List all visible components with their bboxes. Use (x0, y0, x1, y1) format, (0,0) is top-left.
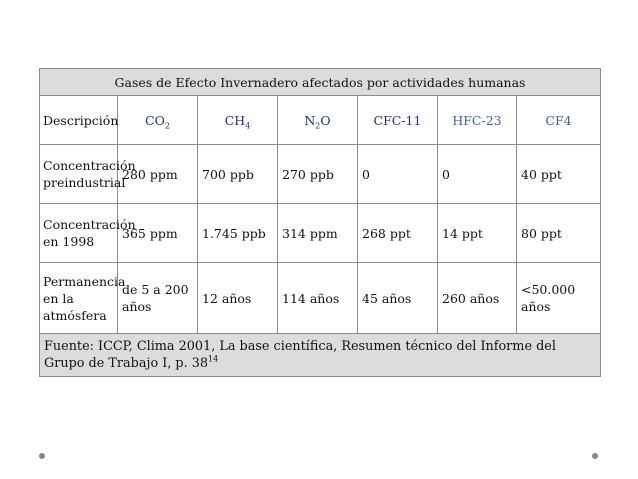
table-cell: 314 ppm (278, 204, 358, 263)
table-cell: 0 (358, 145, 438, 204)
slide-nav-left-dot[interactable] (39, 453, 45, 459)
gas-header-cfc11: CFC-11 (358, 96, 438, 145)
row-label: Concentración preindustrial (40, 145, 118, 204)
table-cell: 45 años (358, 263, 438, 334)
table-cell: 260 años (438, 263, 517, 334)
table-row (40, 145, 601, 204)
table-cell: 80 ppt (517, 204, 601, 263)
row-label: Concentración en 1998 (40, 204, 118, 263)
table-cell: <50.000 años (517, 263, 601, 334)
gas-header-n2o: $N_2O$ (278, 96, 358, 145)
table-footer-row (40, 334, 601, 377)
footnote-reference: 14 (208, 354, 219, 364)
gas-header-cf4: CF4 (517, 96, 601, 145)
table-cell: 40 ppt (517, 145, 601, 204)
table-cell: 1.745 ppb (198, 204, 278, 263)
table-cell: 280 ppm (118, 145, 198, 204)
row-label: Permanencia en la atmósfera (40, 263, 118, 334)
table-cell: 268 ppt (358, 204, 438, 263)
table-cell: 12 años (198, 263, 278, 334)
table-row (40, 204, 601, 263)
table-cell: de 5 a 200 años (118, 263, 198, 334)
gas-header-ch4: $CH_4$ (198, 96, 278, 145)
table-row (40, 263, 601, 334)
table-footer (40, 334, 601, 377)
table-cell: 14 ppt (438, 204, 517, 263)
table-caption: Gases de Efecto Invernadero afectados por actividades humanas (40, 69, 601, 96)
table-cell: 114 años (278, 263, 358, 334)
table-header-row (40, 96, 601, 145)
footer-source-text: Fuente: ICCP, Clima 2001, La base científica, Resumen técnico del Informe del Grupo de Trabajo I, p. 38 (44, 339, 556, 371)
table-cell: 270 ppb (278, 145, 358, 204)
table-caption-row (40, 69, 601, 96)
slide-nav-right-dot[interactable] (592, 453, 598, 459)
greenhouse-gas-table (39, 68, 601, 377)
gas-header-co2: $CO_2$ (118, 96, 198, 145)
table-cell: 700 ppb (198, 145, 278, 204)
table-cell: 365 ppm (118, 204, 198, 263)
description-header: Descripción (40, 96, 118, 145)
gas-header-hfc23: HFC-23 (438, 96, 517, 145)
table-cell: 0 (438, 145, 517, 204)
